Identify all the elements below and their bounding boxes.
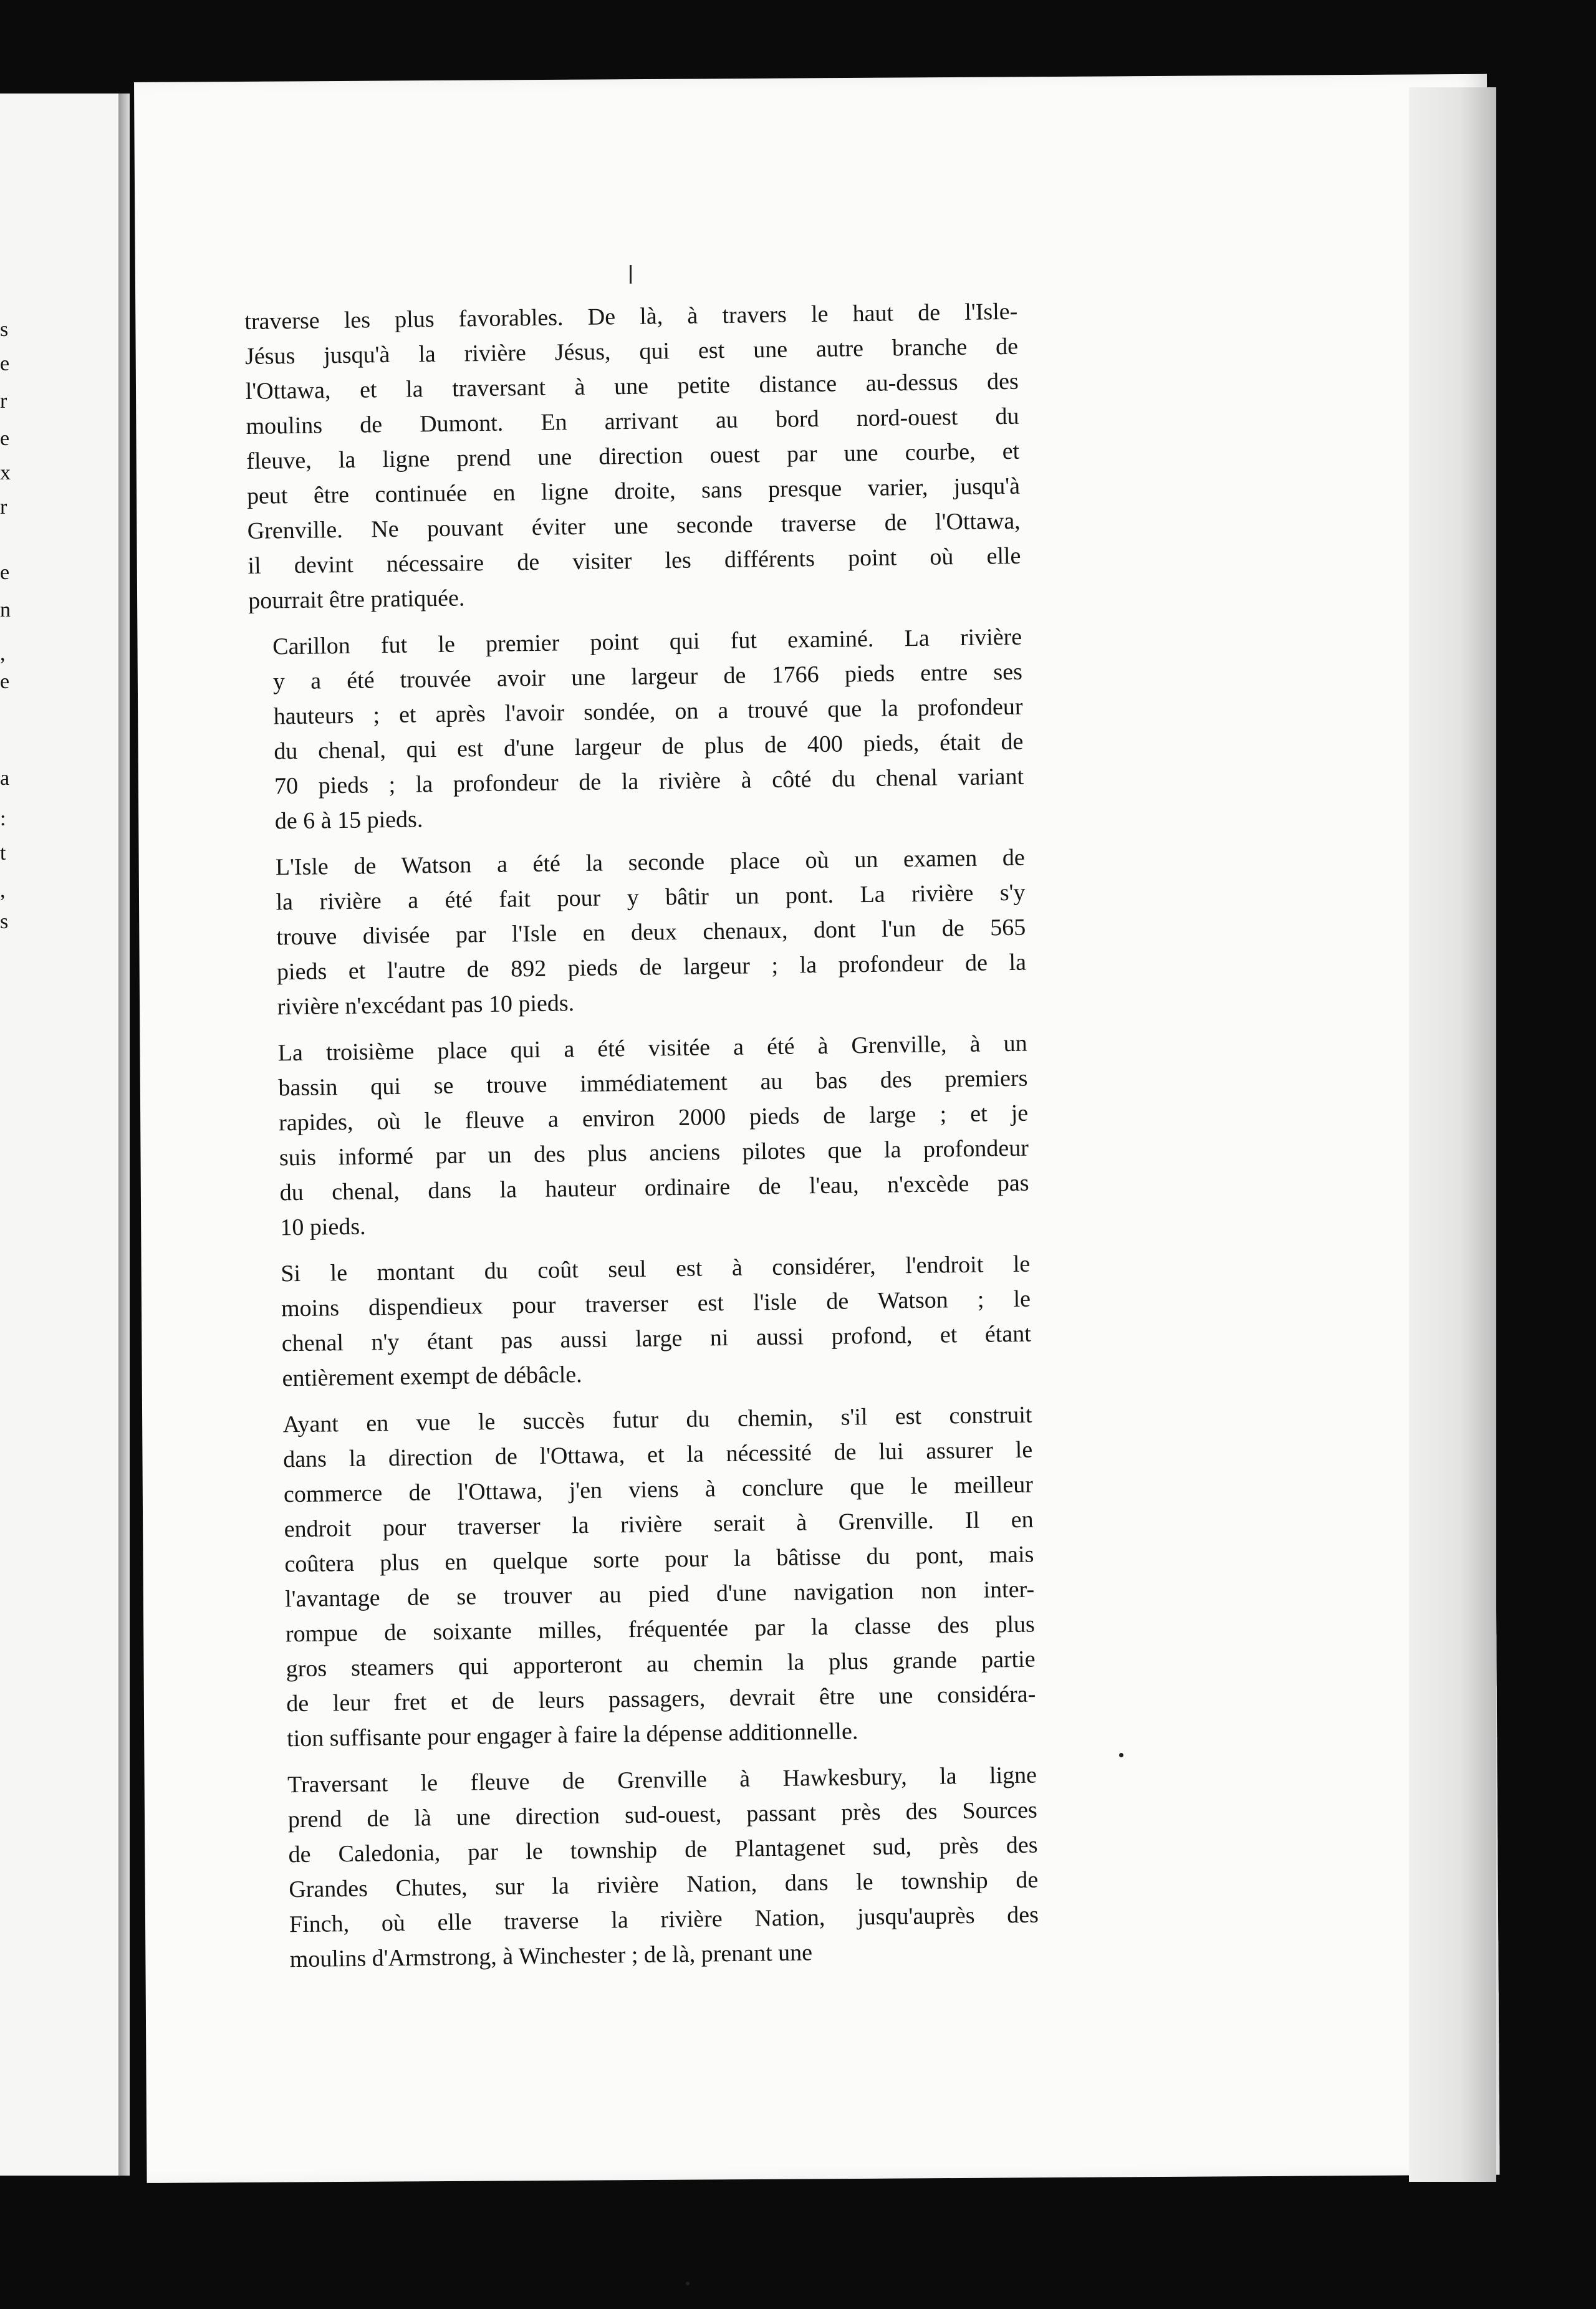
paragraph [249,620,1024,839]
text-line: hauteurs ; et après l'avoir sondée, on a trouvé que la profondeur [273,693,1023,730]
text-line: Grandes Chutes, sur la rivière Nation, dans le township de [289,1866,1039,1903]
text-line: y a été trouvée avoir une largeur de 1766 pieds entre ses [272,658,1023,695]
text-line: il devint nécessaire de visiter les différents point où elle [248,542,1021,579]
text-line: gros steamers qui apporteront au chemin la plus grande partie [286,1646,1036,1683]
paragraph [251,840,1027,1025]
text-line: prend de là une direction sud-ouest, passant près des Sources [287,1797,1038,1833]
edge-letter: : [0,807,6,830]
text-line: la rivière a été fait pour y bâtir un pont. La rivière s'y [276,879,1026,916]
paragraph [264,1758,1039,1977]
text-line: rapides, où le fleuve a environ 2000 pieds de large ; et je [278,1100,1029,1136]
text-line: L'Isle de Watson a été la seconde place où un examen de [275,844,1026,881]
edge-letter: , [0,642,6,665]
text-line: l'avantage de se trouver au pied d'une navigation non inter- [284,1576,1035,1613]
ink-speck [630,265,632,284]
text-line: dans la direction de l'Ottawa, et la nécessité de lui assurer le [282,1436,1033,1473]
text-line: traverse les plus favorables. De là, à travers le haut de l'Isle- [244,298,1018,335]
paragraph [244,294,1021,618]
text-line: La troisième place qui a été visitée a été à Grenville, à un [277,1030,1027,1067]
ink-speck [686,2282,690,2285]
text-line: coûtera plus en quelque sorte pour la bâtisse du pont, mais [284,1541,1034,1578]
edge-letter: a [0,767,10,790]
paragraph [254,1026,1029,1246]
text-line: de 6 à 15 pieds. [274,806,423,835]
text-line: suis informé par un des plus anciens pilotes que la profondeur [279,1135,1029,1171]
paragraph [257,1247,1032,1396]
edge-letter: r [0,496,7,519]
edge-letter: e [0,670,10,693]
body-text [244,294,1039,1977]
text-line: trouve divisée par l'Isle en deux chenaux, dont l'un de 565 [276,914,1026,951]
text-line: chenal n'y étant pas aussi large ni aussi profond, et étant [281,1320,1032,1357]
text-line: rivière n'excédant pas 10 pieds. [277,990,575,1020]
text-line: Grenville. Ne pouvant éviter une seconde traverse de l'Ottawa, [247,507,1021,544]
text-line: peut être continuée en ligne droite, sans presque varier, jusqu'à [246,473,1021,509]
text-line: Carillon fut le premier point qui fut examiné. La rivière [272,623,1022,660]
text-line: moulins d'Armstrong, à Winchester ; de là, prenant une [289,1939,813,1973]
page-fold-shadow [1409,87,1496,2182]
text-line: l'Ottawa, et la traversant à une petite distance au-dessus des [245,368,1019,405]
ink-speck [1119,1753,1123,1757]
text-line: Finch, où elle traverse la rivière Nation, jusqu'auprès des [289,1901,1039,1938]
text-line: entièrement exempt de débâcle. [282,1361,582,1392]
text-line: du chenal, dans la hauteur ordinaire de l'eau, n'excède pas [279,1169,1029,1206]
text-line: rompue de soixante milles, fréquentée par la classe des plus [285,1611,1036,1648]
book-gutter [118,94,130,2176]
edge-letter: e [0,352,10,375]
text-line: Ayant en vue le succès futur du chemin, s'il est construit [282,1401,1032,1438]
text-line: moulins de Dumont. En arrivant au bord nord-ouest du [246,403,1019,439]
text-line: pourrait être pratiquée. [248,585,465,614]
text-line: de leur fret et de leurs passagers, devrait être une considéra- [286,1681,1036,1717]
edge-letter: t [0,842,6,865]
edge-letter: e [0,427,10,450]
text-line: du chenal, qui est d'une largeur de plus de 400 pieds, était de [274,728,1024,765]
text-line: tion suffisante pour engager à faire la dépense additionnelle. [286,1718,858,1752]
text-line: 10 pieds. [280,1213,366,1241]
text-line: endroit pour traverser la rivière serait à Grenville. Il en [284,1506,1034,1543]
text-line: 70 pieds ; la profondeur de la rivière à côté du chenal variant [274,763,1024,800]
text-line: Jésus jusqu'à la rivière Jésus, qui est une autre branche de [244,333,1019,370]
edge-letter: , [0,879,6,902]
text-line: Si le montant du coût seul est à considérer, l'endroit le [281,1251,1031,1287]
edge-letter: e [0,561,10,584]
text-line: Traversant le fleuve de Grenville à Hawkesbury, la ligne [287,1762,1037,1798]
text-line: fleuve, la ligne prend une direction ouest par une courbe, et [246,438,1020,474]
text-line: bassin qui se trouve immédiatement au bas des premiers [278,1065,1028,1102]
edge-letter: n [0,598,11,622]
text-line: de Caledonia, par le township de Plantagenet sud, près des [288,1831,1038,1868]
left-page-edge [0,94,130,2176]
edge-letter: x [0,461,11,484]
paragraph [259,1398,1036,1757]
edge-letter: r [0,390,7,413]
edge-letter: s [0,318,9,341]
text-line: moins dispendieux pour traverser est l'isle de Watson ; le [281,1285,1031,1322]
edge-letter: s [0,910,9,933]
text-line: commerce de l'Ottawa, j'en viens à conclure que le meilleur [283,1471,1034,1508]
text-line: pieds et l'autre de 892 pieds de largeur ; la profondeur de la [276,949,1027,986]
